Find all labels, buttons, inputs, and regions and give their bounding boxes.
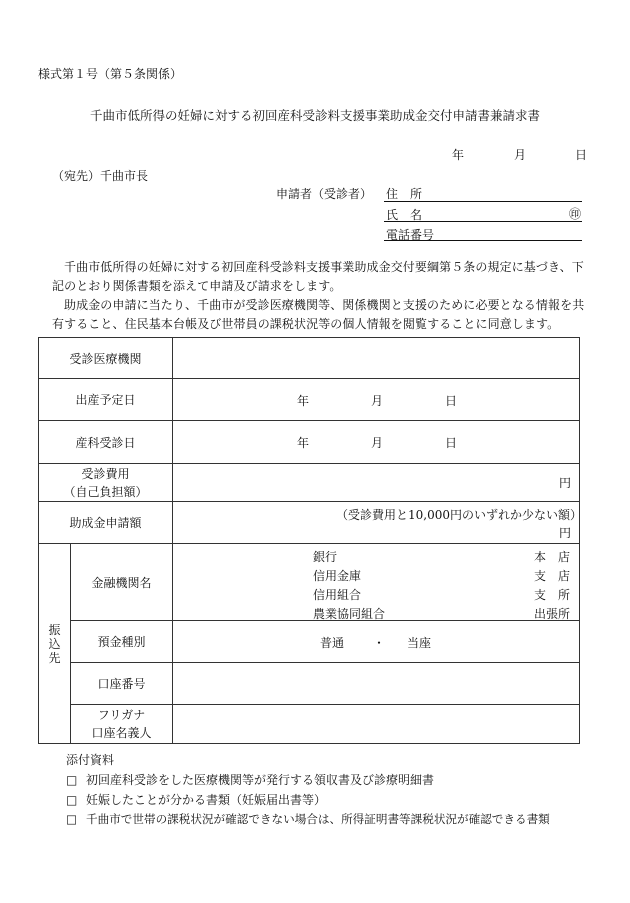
checkbox-3[interactable]: □ — [66, 812, 77, 826]
deposit-type-label: 預金種別 — [71, 621, 173, 663]
address-field[interactable] — [384, 201, 582, 202]
holder-label: 口座名義人 — [91, 726, 152, 740]
date-day-label: 日 — [575, 148, 588, 162]
due-date-field[interactable] — [173, 379, 580, 421]
deposit-ordinary-option[interactable]: 普通 — [320, 636, 345, 650]
deposit-type-field[interactable] — [173, 621, 580, 663]
grant-label: 助成金申請額 — [39, 502, 173, 544]
branch-type-sub-branch: 支 所 — [533, 588, 570, 602]
phone-label: 電話番号 — [386, 228, 435, 242]
visit-year-label: 年 — [297, 436, 310, 450]
attachment-item — [66, 811, 550, 827]
due-year-label: 年 — [297, 394, 310, 408]
date-month-label: 月 — [514, 148, 527, 162]
application-table — [38, 337, 583, 744]
attachments-heading: 添付資料 — [66, 753, 115, 767]
consent-paragraph-1: 千曲市低所得の妊婦に対する初回産科受診料支援事業助成金交付要綱第５条の規定に基づき、下記のとおり関係書類を添えて申請及び請求をします。 — [52, 260, 584, 293]
transfer-char-3: 先 — [48, 650, 61, 665]
transfer-char-1: 振 — [48, 622, 61, 637]
account-number-field[interactable] — [173, 663, 580, 705]
institution-type-shinkin: 信用金庫 — [313, 569, 362, 583]
institution-type-credit-union: 信用組合 — [313, 588, 362, 602]
addressee: （宛先）千曲市長 — [52, 169, 149, 183]
institution-label: 金融機関名 — [71, 544, 173, 621]
institution-type-bank: 銀行 — [313, 550, 338, 564]
consent-paragraph-2: 助成金の申請に当たり、千曲市が受診医療機関等、関係機関と支援のために必要となる情報を共有すること、住民基本台帳及び世帯員の課税状況等の個人情報を閲覧することに同意します。 — [52, 298, 585, 331]
cost-yen-unit: 円 — [558, 476, 571, 490]
account-holder-field[interactable] — [173, 705, 580, 744]
seal-mark: ㊞ — [569, 207, 582, 221]
account-holder-label — [71, 705, 173, 744]
transfer-char-2: 込 — [48, 636, 61, 651]
cost-field[interactable] — [173, 464, 580, 502]
attachment-text-3: 千曲市で世帯の課税状況が確認できない場合は、所得証明書等課税状況が確認できる書類 — [86, 812, 550, 826]
attachment-item — [66, 791, 326, 808]
phone-field[interactable] — [384, 240, 582, 241]
deposit-separator: ・ — [373, 636, 386, 650]
visit-date-field[interactable] — [173, 421, 580, 464]
attachment-item — [66, 771, 434, 788]
account-number-label: 口座番号 — [71, 663, 173, 705]
applicant-label: 申請者（受診者） — [276, 187, 373, 201]
clinic-label: 受診医療機関 — [39, 338, 173, 379]
branch-type-head-office: 本 店 — [533, 550, 570, 564]
address-label: 住 所 — [386, 187, 423, 201]
branch-type-branch: 支 店 — [533, 569, 570, 583]
cost-label — [39, 464, 173, 502]
attachment-text-2: 妊娠したことが分かる書類（妊娠届出書等） — [86, 793, 327, 807]
visit-day-label: 日 — [445, 436, 458, 450]
institution-type-agri-coop: 農業協同組合 — [313, 607, 386, 621]
deposit-current-option[interactable]: 当座 — [407, 636, 432, 650]
clinic-field[interactable] — [173, 338, 580, 379]
grant-field[interactable] — [173, 502, 583, 544]
due-month-label: 月 — [371, 394, 384, 408]
branch-type-agency: 出張所 — [533, 607, 570, 621]
visit-date-label: 産科受診日 — [39, 421, 173, 464]
due-date-label: 出産予定日 — [39, 379, 173, 421]
name-label: 氏 名 — [386, 208, 423, 222]
checkbox-1[interactable]: □ — [66, 773, 78, 787]
form-title: 千曲市低所得の妊婦に対する初回産科受診料支援事業助成金交付申請書兼請求書 — [89, 108, 540, 123]
attachment-text-1: 初回産科受診をした医療機関等が発行する領収書及び診療明細書 — [86, 773, 435, 787]
furigana-label: フリガナ — [97, 708, 146, 722]
cost-label-line1: 受診費用 — [81, 466, 130, 481]
transfer-group-label — [39, 544, 71, 744]
name-field[interactable] — [384, 221, 582, 222]
due-day-label: 日 — [445, 394, 458, 408]
form-number: 様式第１号（第５条関係） — [38, 67, 183, 81]
institution-field[interactable] — [173, 544, 580, 621]
cost-label-line2: （自己負担額） — [63, 484, 148, 499]
grant-yen-unit: 円 — [558, 526, 571, 540]
visit-month-label: 月 — [371, 436, 384, 450]
grant-note: （受診費用と10,000円のいずれか少ない額） — [336, 508, 583, 522]
checkbox-2[interactable]: □ — [66, 793, 78, 807]
date-year-label: 年 — [452, 148, 465, 162]
